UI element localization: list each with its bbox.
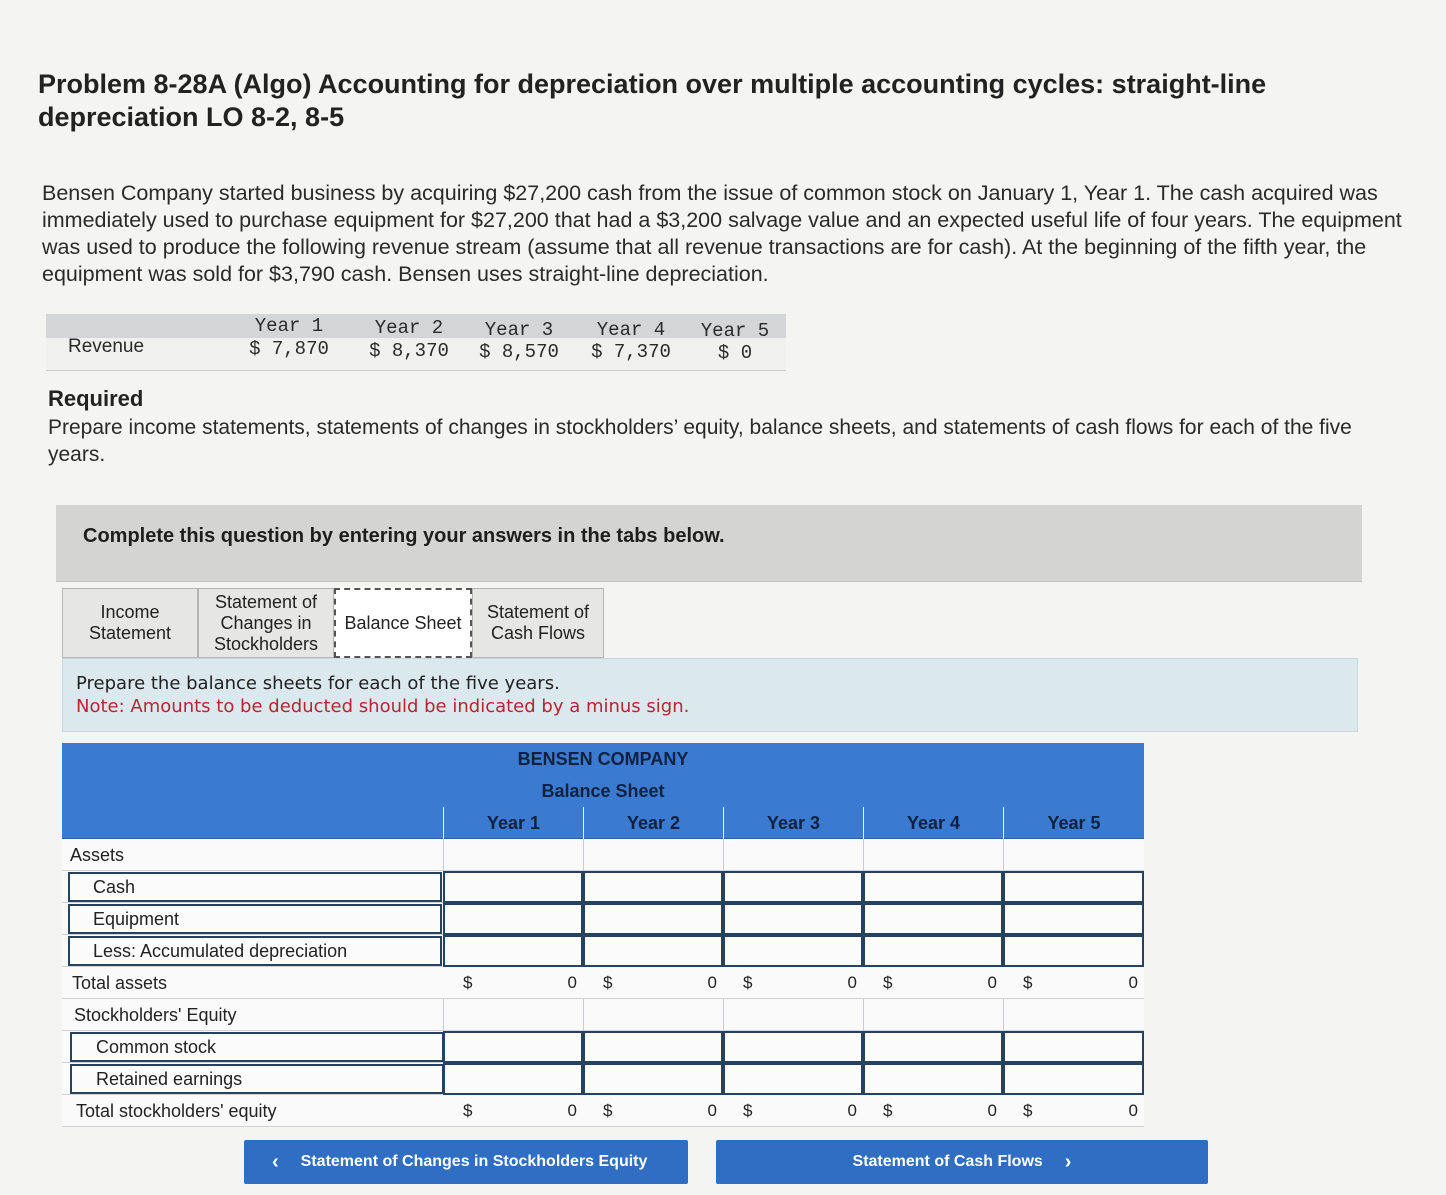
empty-cell (863, 839, 1003, 871)
empty-cell (443, 839, 583, 871)
tab-balance-sheet[interactable]: Balance Sheet (334, 588, 472, 658)
revenue-table (46, 314, 786, 371)
revenue-year-header: Year 1 (254, 315, 324, 337)
cash-input[interactable] (723, 871, 863, 903)
statement-name: Balance Sheet (62, 775, 1144, 808)
empty-cell (583, 999, 723, 1031)
year-header: Year 3 (723, 807, 863, 839)
revenue-value: $ 7,870 (249, 338, 329, 360)
next-tab-label: Statement of Cash Flows (852, 1153, 1043, 1170)
total-assets-amount: 0 (707, 973, 717, 992)
problem-title: Problem 8-28A (Algo) Accounting for depreciation over multiple accounting cycles: straight-line depreciation LO 8-2, 8-5 (38, 69, 1267, 132)
total-assets-amount: 0 (1128, 973, 1138, 992)
total-equity-value (723, 1095, 863, 1127)
table-row (62, 1031, 1144, 1063)
year-header: Year 5 (1003, 807, 1144, 839)
table-row (62, 903, 1144, 935)
prev-tab-button[interactable] (244, 1140, 688, 1184)
tab-stockholders-equity[interactable]: Statement of Changes in Stockholders (198, 588, 334, 658)
currency-symbol: $ (603, 1101, 613, 1120)
accumulated-depreciation-input[interactable] (1003, 935, 1144, 967)
cash-input[interactable] (863, 871, 1003, 903)
table-row (62, 871, 1144, 903)
cash-label: Cash (93, 877, 136, 897)
empty-cell (723, 839, 863, 871)
instructions-banner (56, 505, 1362, 582)
total-assets-value (443, 967, 583, 999)
empty-cell (1003, 999, 1144, 1031)
panel-prompt: Prepare the balance sheets for each of the five years. (76, 673, 560, 694)
empty-cell (1003, 839, 1144, 871)
total-assets-value (723, 967, 863, 999)
cash-input[interactable] (583, 871, 723, 903)
chevron-right-icon: › (1064, 1150, 1072, 1173)
equity-heading: Stockholders' Equity (74, 1005, 237, 1025)
note-text: Amounts to be deducted should be indicated by a minus sign. (130, 696, 690, 717)
retained-earnings-input[interactable] (863, 1063, 1003, 1095)
equipment-label: Equipment (93, 909, 180, 929)
empty-cell (863, 999, 1003, 1031)
table-row (62, 1063, 1144, 1095)
equipment-input[interactable] (443, 903, 583, 935)
revenue-year-header: Year 3 (484, 319, 554, 341)
year-header: Year 1 (443, 807, 583, 839)
next-tab-button[interactable] (716, 1140, 1208, 1184)
table-row (62, 967, 1144, 999)
year-header-row (62, 807, 1144, 839)
table-row (62, 999, 1144, 1031)
common-stock-input[interactable] (863, 1031, 1003, 1063)
total-equity-value (443, 1095, 583, 1127)
equipment-input[interactable] (583, 903, 723, 935)
cash-input[interactable] (1003, 871, 1144, 903)
table-row (62, 839, 1144, 871)
panel-note (76, 696, 689, 717)
accumulated-depreciation-label: Less: Accumulated depreciation (93, 941, 348, 961)
currency-symbol: $ (603, 973, 613, 992)
note-label: Note: (76, 696, 125, 717)
equipment-input[interactable] (863, 903, 1003, 935)
total-equity-amount: 0 (1128, 1101, 1138, 1120)
tab-cash-flows[interactable]: Statement of Cash Flows (472, 588, 604, 658)
currency-symbol: $ (463, 973, 473, 992)
total-equity-value (863, 1095, 1003, 1127)
problem-intro: Bensen Company started business by acquiring $27,200 cash from the issue of common stock on January 1, Year 1. The cash acquired was immediately used to purchase equipment for $27,200 that had a $3,200 salvage value and an expected useful life of four years. The equipment was used to produce the following revenue stream (assume that all revenue transactions are for cash). At the beginning of the fifth year, the equipment was sold for $3,790 cash. Bensen uses straight-line depreciation. (42, 181, 1402, 286)
retained-earnings-input[interactable] (1003, 1063, 1144, 1095)
instructions-panel (62, 658, 1358, 732)
common-stock-input[interactable] (583, 1031, 723, 1063)
accumulated-depreciation-input[interactable] (723, 935, 863, 967)
year-header: Year 4 (863, 807, 1003, 839)
revenue-value: $ 7,370 (591, 341, 671, 363)
accumulated-depreciation-input[interactable] (863, 935, 1003, 967)
currency-symbol: $ (743, 973, 753, 992)
chevron-left-icon: ‹ (272, 1150, 279, 1173)
accumulated-depreciation-input[interactable] (443, 935, 583, 967)
total-equity-amount: 0 (707, 1101, 717, 1120)
common-stock-label: Common stock (96, 1037, 217, 1057)
equipment-input[interactable] (723, 903, 863, 935)
required-heading: Required (48, 386, 144, 411)
total-assets-label: Total assets (72, 973, 168, 993)
empty-cell (583, 839, 723, 871)
currency-symbol: $ (1023, 973, 1033, 992)
required-text: Prepare income statements, statements of changes in stockholders’ equity, balance sheets, and statements of cash flows for each of the five years. (48, 416, 1352, 466)
revenue-year-header: Year 4 (596, 319, 666, 341)
currency-symbol: $ (883, 1101, 893, 1120)
currency-symbol: $ (883, 973, 893, 992)
total-assets-amount: 0 (567, 973, 577, 992)
equipment-input[interactable] (1003, 903, 1144, 935)
common-stock-input[interactable] (443, 1031, 583, 1063)
total-equity-amount: 0 (567, 1101, 577, 1120)
cash-input[interactable] (443, 871, 583, 903)
total-equity-label: Total stockholders' equity (76, 1101, 277, 1121)
empty-cell (723, 999, 863, 1031)
assets-heading: Assets (70, 845, 125, 865)
revenue-row-label: Revenue (68, 336, 145, 357)
total-assets-value (583, 967, 723, 999)
currency-symbol: $ (1023, 1101, 1033, 1120)
total-equity-amount: 0 (987, 1101, 997, 1120)
revenue-value: $ 0 (717, 342, 753, 364)
currency-symbol: $ (463, 1101, 473, 1120)
total-equity-value (583, 1095, 723, 1127)
retained-earnings-input[interactable] (443, 1063, 583, 1095)
company-name: BENSEN COMPANY (62, 743, 1144, 776)
total-assets-amount: 0 (987, 973, 997, 992)
instructions-text: Complete this question by entering your answers in the tabs below. (83, 525, 725, 547)
total-equity-value (1003, 1095, 1144, 1127)
revenue-value: $ 8,370 (369, 340, 449, 362)
total-equity-amount: 0 (847, 1101, 857, 1120)
retained-earnings-input[interactable] (583, 1063, 723, 1095)
empty-cell (443, 999, 583, 1031)
prev-tab-label: Statement of Changes in Stockholders Equity (300, 1153, 648, 1170)
total-assets-value (1003, 967, 1144, 999)
retained-earnings-label: Retained earnings (96, 1069, 243, 1089)
total-assets-value (863, 967, 1003, 999)
revenue-value: $ 8,570 (479, 341, 559, 363)
year-header: Year 2 (583, 807, 723, 839)
revenue-year-header: Year 2 (374, 317, 444, 339)
table-row (62, 935, 1144, 967)
tab-income-statement[interactable]: Income Statement (62, 588, 198, 658)
table-row (62, 1095, 1144, 1127)
common-stock-input[interactable] (1003, 1031, 1144, 1063)
common-stock-input[interactable] (723, 1031, 863, 1063)
retained-earnings-input[interactable] (723, 1063, 863, 1095)
accumulated-depreciation-input[interactable] (583, 935, 723, 967)
revenue-year-header: Year 5 (700, 320, 770, 342)
total-assets-amount: 0 (847, 973, 857, 992)
currency-symbol: $ (743, 1101, 753, 1120)
